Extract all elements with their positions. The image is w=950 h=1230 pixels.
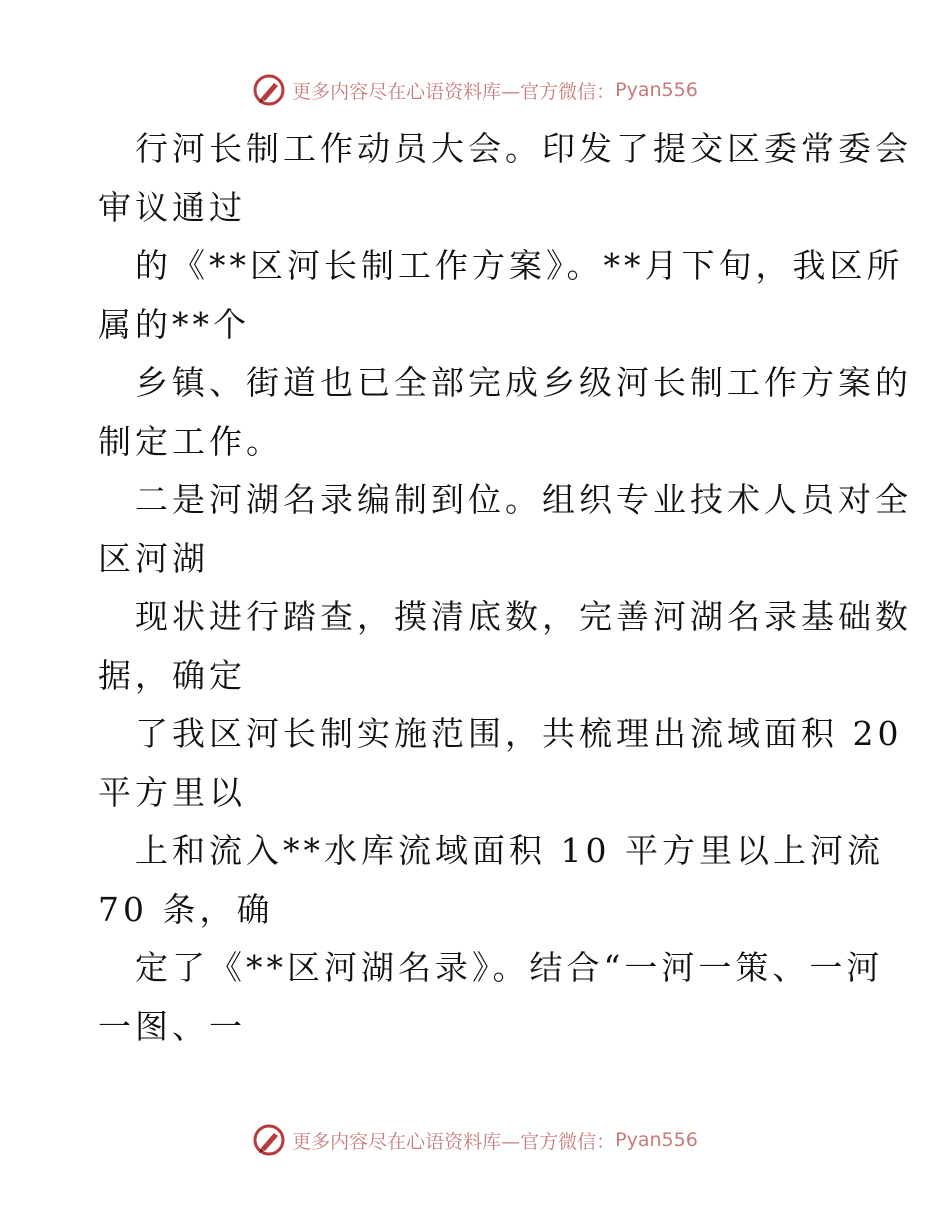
text-line: 乡镇、街道也已全部完成乡级河长制工作方案的 [135,363,912,402]
text-line: 二是河湖名录编制到位。组织专业技术人员对全 [135,480,912,519]
text-line: 的《**区河长制工作方案》。**月下旬，我区所 [135,246,904,285]
header-banner [0,70,950,110]
text-line: 区河湖 [98,538,209,578]
document-body [98,120,912,1056]
banner-text: 更多内容尽在心语资料库—官方微信： [292,80,616,103]
pen-logo-icon [252,73,286,107]
text-line: 一图、一 [98,1006,246,1046]
text-line: 上和流入**水库流域面积 10 平方里以上河流 [135,831,884,870]
banner-wechat-id: Pyan556 [615,79,698,101]
text-line: 定了《**区河湖名录》。结合“一河一策、一河 [135,948,884,987]
text-line: 了我区河长制实施范围，共梳理出流域面积 20 [135,714,903,753]
text-line: 行河长制工作动员大会。印发了提交区委常委会 [135,129,912,168]
text-line: 平方里以 [98,772,246,812]
footer-banner [0,1120,950,1160]
banner-wechat-id: Pyan556 [615,1129,698,1151]
banner-text: 更多内容尽在心语资料库—官方微信： [292,1130,616,1153]
text-line: 70 条，确 [98,889,274,929]
text-line: 制定工作。 [98,421,283,461]
text-line: 现状进行踏查，摸清底数，完善河湖名录基础数 [135,597,912,636]
pen-logo-icon [252,1123,286,1157]
text-line: 属的**个 [98,304,250,344]
text-line: 审议通过 [98,187,246,227]
text-line: 据，确定 [98,655,246,695]
